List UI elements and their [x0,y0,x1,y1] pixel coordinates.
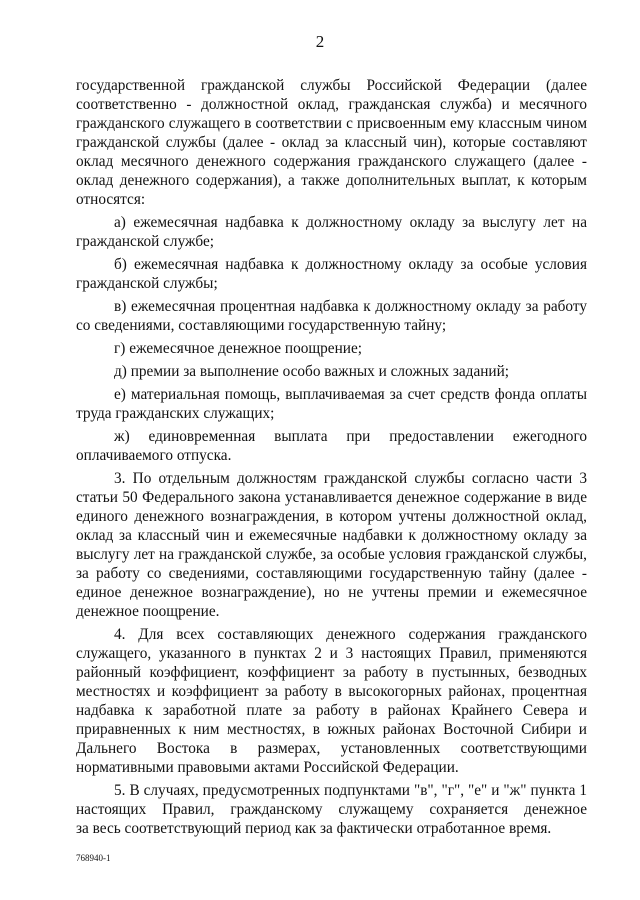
text-line: б) ежемесячная надбавка к должностному окладу за особые условия [114,256,587,273]
text-line: а) ежемесячная надбавка к должностному окладу за выслугу лет на [114,214,587,231]
text-line: гражданской службы; [76,275,218,292]
text-line: соответственно - должностной оклад, гражданская служба) и месячного [76,96,587,113]
text-line: е) материальная помощь, выплачиваемая за счет средств фонда оплаты [114,386,587,403]
paragraph [76,339,587,358]
paragraph [76,213,587,251]
text-line: оклад месячного денежного содержания гражданского служащего (далее - [76,153,587,170]
text-line: ж) единовременная выплата при предоставлении ежегодного [114,428,587,445]
text-line: приравненных к ним местностях, в южных районах Восточной Сибири и [76,721,587,738]
text-line: государственной гражданской службы Российской Федерации (далее [76,77,587,94]
text-line: выслугу лет на гражданской службе, за особые условия гражданской службы, [76,546,587,563]
text-line: статьи 50 Федерального закона устанавливается денежное содержание в виде [76,489,587,506]
text-line: оклад за классный чин и ежемесячные надбавки к должностному окладу за [76,527,587,544]
text-line: единого денежного вознаграждения, в котором учтены должностной оклад, [76,508,587,525]
text-line: г) ежемесячное денежное поощрение; [114,340,363,357]
document-body [76,76,587,842]
text-line: 4. Для всех составляющих денежного содержания гражданского [114,626,587,643]
text-line: относятся: [76,191,146,208]
paragraph [76,76,587,209]
paragraph [76,362,587,381]
paragraph [76,469,587,621]
text-line: районный коэффициент, коэффициент за работу в пустынных, безводных [76,664,587,681]
paragraph [76,427,587,465]
text-line: оклад денежного содержания), а также дополнительных выплат, к которым [76,172,587,189]
paragraph [76,255,587,293]
text-line: гражданской службе; [76,233,215,250]
paragraph [76,625,587,777]
text-line: единое денежное вознаграждение), но не учтены премии и ежемесячное [76,584,587,601]
paragraph [76,781,587,838]
text-line: гражданского служащего в соответствии с присвоенным ему классным чином [76,115,587,132]
text-line: за весь соответствующий период как за фактически отработанное время. [76,820,552,837]
text-line: труда гражданских служащих; [76,405,275,422]
text-line: настоящих Правил, гражданскому служащему сохраняется денежное [76,801,587,818]
text-line: д) премии за выполнение особо важных и сложных заданий; [114,363,510,380]
text-line: 3. По отдельным должностям гражданской службы согласно части 3 [114,470,587,487]
text-line: денежное поощрение. [76,603,220,620]
document-id: 768940-1 [76,853,111,863]
paragraph [76,385,587,423]
text-line: гражданской службы (далее - оклад за классный чин), которые составляют [76,134,587,151]
text-line: местностях и коэффициент за работу в высокогорных районах, процентная [76,683,587,700]
text-line: в) ежемесячная процентная надбавка к должностному окладу за работу [114,298,587,315]
text-line: служащего, указанного в пунктах 2 и 3 настоящих Правил, применяются [76,645,587,662]
paragraph [76,297,587,335]
text-line: нормативными правовыми актами Российской Федерации. [76,759,459,776]
text-line: надбавка к заработной плате за работу в районах Крайнего Севера и [76,702,587,719]
text-line: 5. В случаях, предусмотренных подпунктами "в", "г", "е" и "ж" пункта 1 [114,782,587,799]
text-line: за работу со сведениями, составляющими государственную тайну (далее - [76,565,587,582]
page-number: 2 [315,32,325,51]
text-line: Дальнего Востока в размерах, установленных соответствующими [76,740,587,757]
text-line: оплачиваемого отпуска. [76,447,232,464]
text-line: со сведениями, составляющими государственную тайну; [76,317,447,334]
